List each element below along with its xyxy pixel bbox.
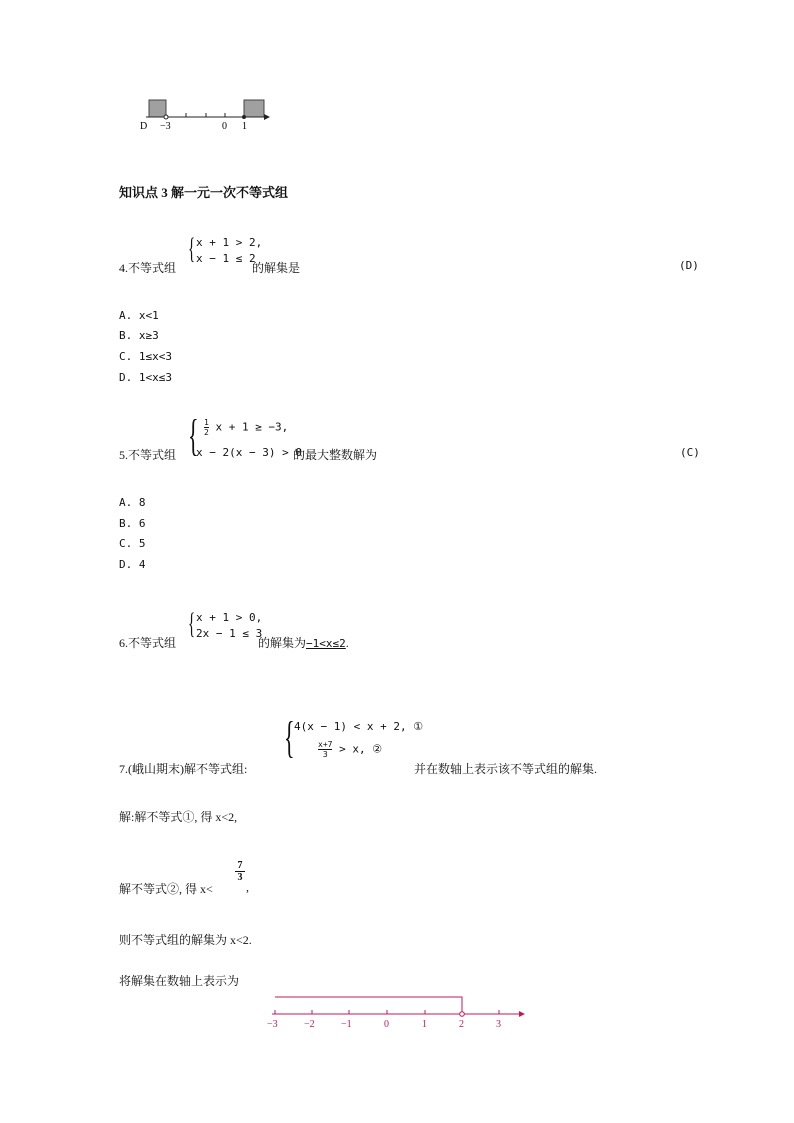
closed-point-1: [242, 115, 246, 119]
q4-suffix: 的解集是: [252, 261, 301, 275]
fraction: $\frac{x+7}{3}$: [318, 740, 333, 759]
tick-label: 2: [459, 1019, 464, 1030]
q5-answer: (C): [680, 446, 700, 459]
open-point-minus3: [164, 115, 168, 119]
option-label: D: [140, 121, 148, 132]
tick-label: 1: [242, 121, 247, 132]
solution-step-4: 将解集在数轴上表示为: [119, 974, 240, 988]
q4-option-a: A. x<1: [119, 309, 159, 322]
q4-option-d: D. 1<x≤3: [119, 371, 172, 384]
q7-brace: {: [284, 713, 295, 762]
shaded-region-right: [244, 100, 264, 117]
solution-step-2-fraction: 7 3: [235, 860, 245, 883]
q5-prefix: 5.不等式组: [119, 448, 177, 462]
axis-arrow: [519, 1011, 525, 1017]
q4-option-c: C. 1≤x<3: [119, 350, 172, 363]
solution-step-3: 则不等式组的解集为 x<2.: [119, 933, 252, 947]
q7-line1: 4(x − 1) < x + 2, ①: [294, 720, 424, 733]
tick-label: 0: [222, 121, 227, 132]
solution-step-1: 解:解不等式①, 得 x<2,: [119, 810, 238, 824]
q6-end: .: [345, 636, 349, 650]
q4-option-b: B. x≥3: [119, 329, 159, 342]
q6-brace: {: [188, 607, 196, 640]
q5-brace: {: [188, 411, 199, 460]
tick-label: −3: [160, 121, 171, 132]
q5-option-b: B. 6: [119, 517, 146, 530]
q4-line2: x − 1 ≤ 2: [196, 252, 256, 265]
q6-line1: x + 1 > 0,: [196, 611, 263, 624]
q6-answer: −1<x≤2: [306, 637, 346, 650]
q5-line1: $\frac{1}{2}$ x + 1 ≥ −3,: [204, 418, 289, 437]
q7-suffix: 并在数轴上表示该不等式组的解集.: [414, 762, 598, 776]
q6-text: [258, 634, 349, 651]
solution-numberline: [262, 990, 527, 1032]
solution-step-2: 解不等式②, 得 x<: [119, 882, 213, 896]
tick-label: −3: [267, 1019, 278, 1030]
axis-arrow: [264, 114, 270, 120]
tick-label: −1: [341, 1019, 352, 1030]
tick-label: 0: [384, 1019, 389, 1030]
numberline-d-figure: [136, 94, 271, 134]
section-title: 知识点 3 解一元一次不等式组: [119, 185, 289, 200]
q6-suffix: 的解集为: [258, 636, 307, 650]
open-point-2: [460, 1012, 465, 1017]
solution-step-2-end: ,: [246, 880, 249, 894]
q4-prefix: 4.不等式组: [119, 261, 177, 275]
q5-option-c: C. 5: [119, 537, 146, 550]
tick-label: 3: [496, 1019, 501, 1030]
shaded-region-left: [149, 100, 166, 117]
q5-option-d: D. 4: [119, 558, 146, 571]
q5-suffix: 的最大整数解为: [293, 448, 378, 462]
q5-line2: x − 2(x − 3) > 0: [196, 446, 302, 459]
q7-line2: $\frac{x+7}{3}$ > x, ②: [318, 740, 383, 759]
q4-answer: (D): [679, 259, 699, 272]
q4-line1: x + 1 > 2,: [196, 236, 263, 249]
q7-prefix: 7.(峨山期末)解不等式组:: [119, 762, 248, 776]
solution-bracket: [275, 997, 462, 1014]
q4-brace: {: [188, 232, 196, 265]
q6-line2: 2x − 1 ≤ 3: [196, 627, 263, 640]
q5-option-a: A. 8: [119, 496, 146, 509]
tick-label: −2: [304, 1019, 315, 1030]
tick-label: 1: [422, 1019, 427, 1030]
fraction: $\frac{1}{2}$: [204, 418, 209, 437]
q6-prefix: 6.不等式组: [119, 636, 177, 650]
